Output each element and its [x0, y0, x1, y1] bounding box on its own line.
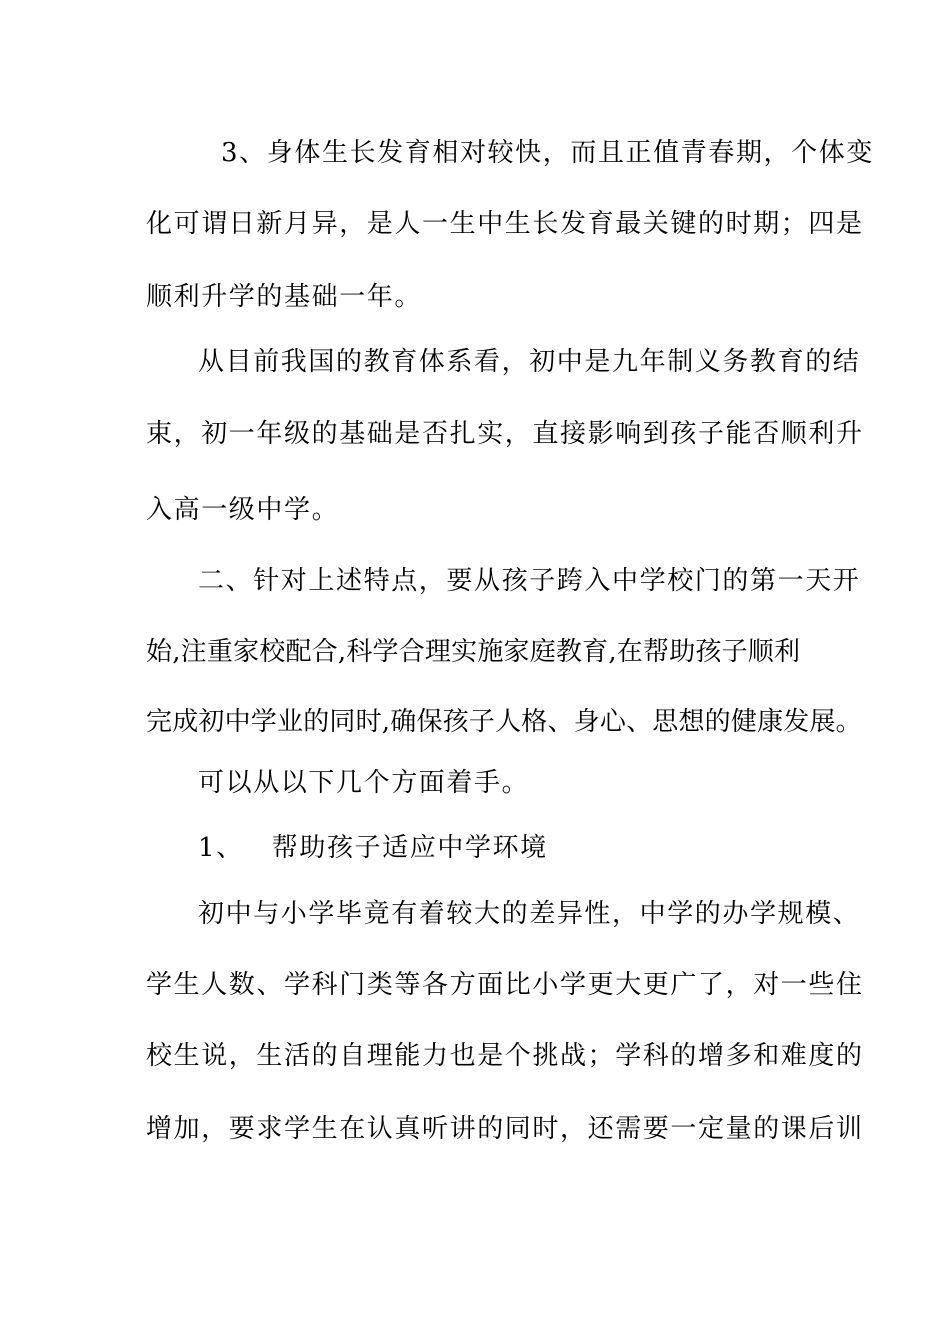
paragraph-line: 初中与小学毕竟有着较大的差异性，中学的办学规模、 — [198, 899, 861, 929]
paragraph-line: 从目前我国的教育体系看，初中是九年制义务教育的结 — [198, 347, 861, 377]
subheading-title: 帮助孩子适应中学环境 — [271, 833, 548, 863]
subheading-number: 1、 — [198, 833, 244, 863]
paragraph-line: 可以从以下几个方面着手。 — [198, 768, 530, 798]
paragraph-line: 校生说，生活的自理能力也是个挑战；学科的增多和难度的 — [146, 1041, 864, 1071]
paragraph-line: 束，初一年级的基础是否扎实，直接影响到孩子能否顺利升 — [146, 419, 864, 449]
paragraph-line: 增加，要求学生在认真听讲的同时，还需要一定量的课后训 — [146, 1114, 864, 1144]
subheading-line — [198, 832, 548, 864]
paragraph-line: 入高一级中学。 — [146, 495, 340, 525]
paragraph-line: 顺利升学的基础一年。 — [146, 282, 423, 312]
paragraph-line: 学生人数、学科门类等各方面比小学更大更广了，对一些住 — [146, 970, 864, 1000]
section-heading-line: 二、针对上述特点，要从孩子跨入中学校门的第一天开 — [198, 566, 861, 596]
paragraph-line: 3、身体生长发育相对较快，而且正值青春期，个体变 — [221, 138, 874, 168]
paragraph-line: 完成初中学业的同时,确保孩子人格、身心、思想的健康发展。 — [146, 707, 862, 737]
paragraph-line: 始,注重家校配合,科学合理实施家庭教育,在帮助孩子顺利 — [146, 637, 801, 667]
paragraph-line: 化可谓日新月异，是人一生中生长发育最关键的时期；四是 — [146, 209, 864, 239]
